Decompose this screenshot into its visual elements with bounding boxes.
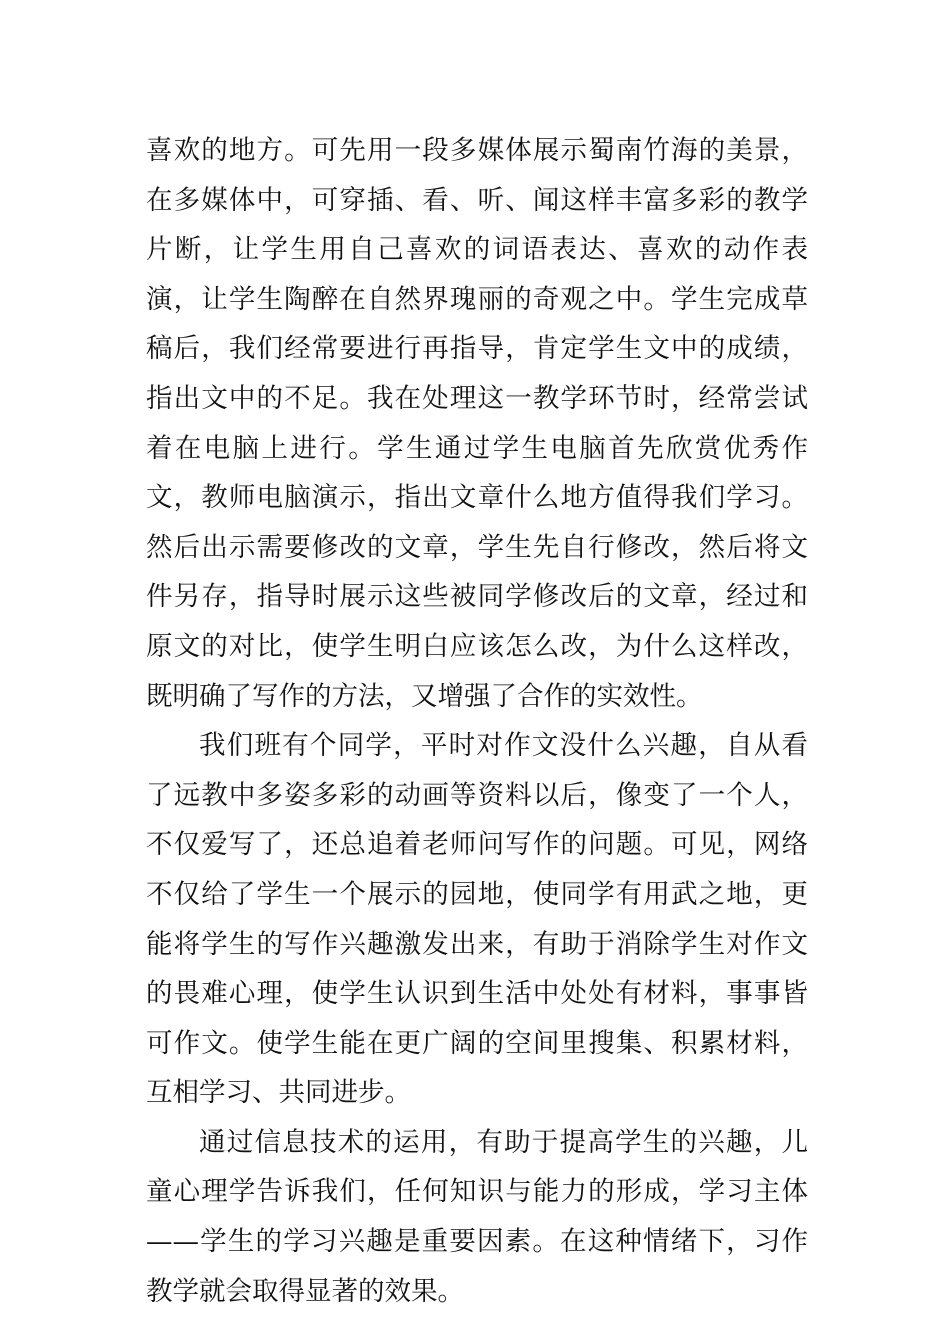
paragraph-continuation: 喜欢的地方。可先用一段多媒体展示蜀南竹海的美景，在多媒体中，可穿插、看、听、闻这样丰富多彩的教学片断，让学生用自己喜欢的词语表达、喜欢的动作表演，让学生陶醉在自然界瑰丽的奇观之中。学生完成草稿后，我们经常要进行再指导，肯定学生文中的成绩，指出文中的不足。我在处理这一教学环节时，经常尝试着在电脑上进行。学生通过学生电脑首先欣赏优秀作文，教师电脑演示，指出文章什么地方值得我们学习。然后出示需要修改的文章，学生先自行修改，然后将文件另存，指导时展示这些被同学修改后的文章，经过和原文的对比，使学生明白应该怎么改，为什么这样改，既明确了写作的方法，又增强了合作的实效性。: [146, 135, 808, 712]
body-text: [146, 126, 808, 1316]
paragraph-conclusion: 通过信息技术的运用，有助于提高学生的兴趣，儿童心理学告诉我们，任何知识与能力的形成，学习主体——学生的学习兴趣是重要因素。在这种情绪下，习作教学就会取得显著的效果。: [146, 1126, 808, 1307]
paragraph-classmate-example: 我们班有个同学，平时对作文没什么兴趣，自从看了远教中多姿多彩的动画等资料以后，像变了一个人，不仅爱写了，还总追着老师问写作的问题。可见，网络不仅给了学生一个展示的园地，使同学有用武之地，更能将学生的写作兴趣激发出来，有助于消除学生对作文的畏难心理，使学生认识到生活中处处有材料，事事皆可作文。使学生能在更广阔的空间里搜集、积累材料，互相学习、共同进步。: [146, 730, 808, 1109]
